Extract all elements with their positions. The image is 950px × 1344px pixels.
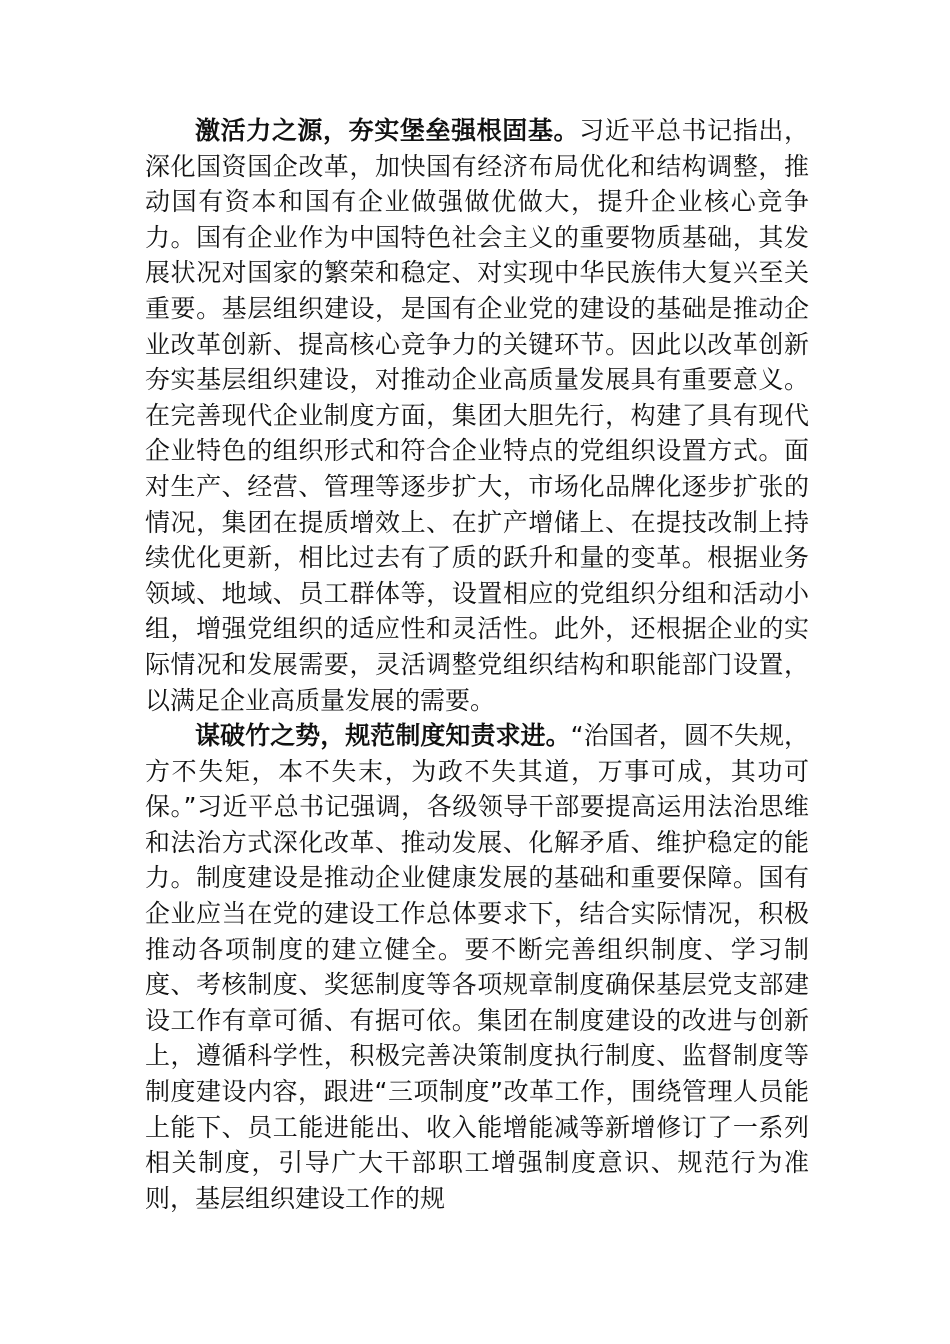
paragraph-body: 习近平总书记指出，深化国资国企改革，加快国有经济布局优化和结构调整，推动国有资本和国有企业做强做优做大，提升企业核心竞争力。国有企业作为中国特色社会主义的重要物质基础，其发展状况对国家的繁荣和稳定、对实现中华民族伟大复兴至关重要。基层组织建设，是国有企业党的建设的基础是推动企业改革创新、提高核心竞争力的关键环节。因此以改革创新夯实基层组织建设，对推动企业高质量发展具有重要意义。在完善现代企业制度方面，集团大胆先行，构建了具有现代企业特色的组织形式和符合企业特点的党组织设置方式。面对生产、经营、管理等逐步扩大，市场化品牌化逐步扩张的情况，集团在提质增效上、在扩产增储上、在提技改制上持续优化更新，相比过去有了质的跃升和量的变革。根据业务领域、地域、员工群体等，设置相应的党组织分组和活动小组，增强党组织的适应性和灵活性。此外，还根据企业的实际情况和发展需要，灵活调整党组织结构和职能部门设置，以满足企业高质量发展的需要。 — [145, 116, 809, 715]
paragraph-body: “治国者，圆不失规，方不失矩，本不失末，为政不失其道，万事可成，其功可保。”习近平总书记强调，各级领导干部要提高运用法治思维和法治方式深化改革、推动发展、化解矛盾、维护稳定的能力。制度建设是推动企业健康发展的基础和重要保障。国有企业应当在党的建设工作总体要求下，结合实际情况，积极推动各项制度的建立健全。要不断完善组织制度、学习制度、考核制度、奖惩制度等各项规章制度确保基层党支部建设工作有章可循、有据可依。集团在制度建设的改进与创新上，遵循科学性，积极完善决策制度执行制度、监督制度等制度建设内容，跟进“三项制度”改革工作，围绕管理人员能上能下、员工能进能出、收入能增能减等新增修订了一系列相关制度，引导广大干部职工增强制度意识、规范行为准则，基层组织建设工作的规 — [145, 721, 809, 1213]
paragraph-standardize-system — [145, 718, 809, 1216]
document-page — [145, 113, 809, 1216]
paragraph-heading: 激活力之源，夯实堡垒强根固基。 — [195, 116, 580, 145]
paragraph-heading: 谋破竹之势，规范制度知责求进。 — [195, 721, 571, 751]
paragraph-activate-vitality — [145, 113, 809, 718]
